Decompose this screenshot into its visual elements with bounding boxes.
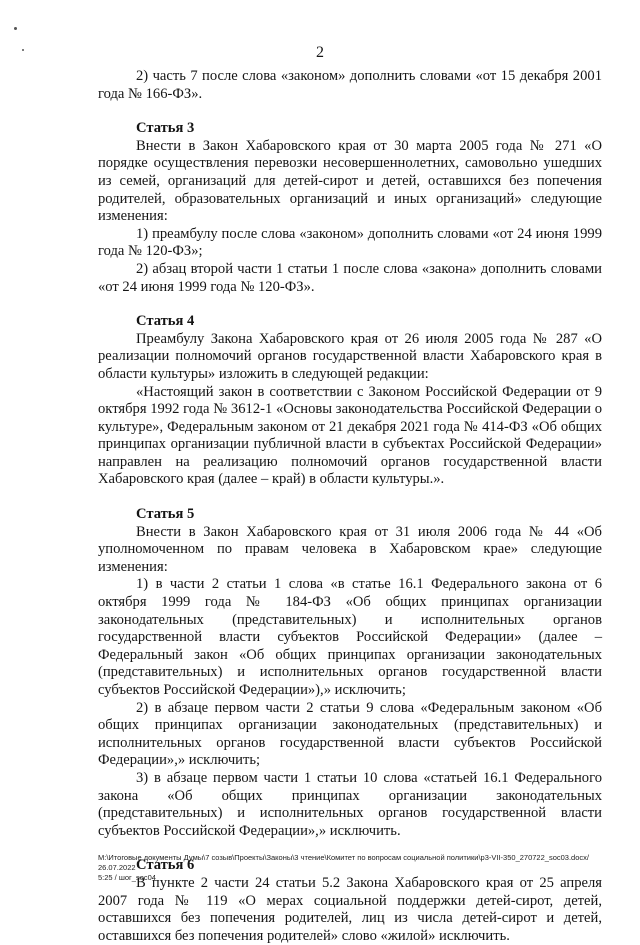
- article-title: Статья 3: [136, 120, 195, 137]
- article-paragraph: Внести в Закон Хабаровского края от 30 марта 2005 года № 271 «О порядке осуществления перевозки несовершеннолетних, самовольно ушедших из семей, организаций для детей-сирот и детей, оставшихся без попечения родителей, образовательных организаций и иных организаций» следующие изменения:: [98, 137, 602, 225]
- article-5: [98, 506, 602, 840]
- article-paragraph: «Настоящий закон в соответствии с Законом Российской Федерации от 9 октября 1992 года № 3612-1 «Основы законодательства Российской Федерации о культуре», Федеральным законом от 21 декабря 2021 года № 414-ФЗ «Об общих принципах организации публичной власти в субъектах Российской Федерации» направлен на реализацию полномочий органов государственной власти Хабаровского края (далее – край) в области культуры.».: [98, 383, 602, 488]
- footer-path-line: M:\Итоговые документы Думы\7 созыв\Проекты\Законы\3 чтение\Комитет по вопросам социальной политики\р3-VII-350_270722_soc03.docx/ 26.07.2022: [98, 853, 589, 872]
- article-title: Статья 4: [136, 313, 195, 330]
- article-title: Статья 5: [136, 506, 195, 523]
- article-paragraph: Преамбулу Закона Хабаровского края от 26 июля 2005 года № 287 «О реализации полномочий органов государственной власти Хабаровского края в области культуры» изложить в следующей редакции:: [98, 330, 602, 382]
- file-path-footer: [98, 853, 618, 883]
- page-number: 2: [316, 44, 324, 61]
- article-paragraph: 1) в части 2 статьи 1 слова «в статье 16.1 Федерального закона от 6 октября 1999 года № 184-ФЗ «Об общих принципах организации законодательных (представительных) и исполнительных органов государственной власти субъектов Российской Федерации» (далее – Федеральный закон «Об общих принципах организации законодательных (представительных) и исполнительных органов государственной власти субъектов Российской Федерации»),» исключить;: [98, 576, 602, 698]
- article-paragraph: 2) в абзаце первом части 2 статьи 9 слова «Федеральным законом «Об общих принципах организации законодательных (представительных) и исполнительных органов государственной власти субъектов Российской Федерации»,» исключить;: [98, 699, 602, 769]
- document-body: [98, 68, 602, 945]
- scan-dot-mark: [14, 27, 17, 30]
- article-4: [98, 313, 602, 489]
- article-title: Статья 6: [136, 857, 195, 874]
- intro-paragraph: 2) часть 7 после слова «законом» дополнить словами «от 15 декабря 2001 года № 166-ФЗ».: [98, 68, 602, 102]
- article-3: [98, 120, 602, 296]
- article-paragraph: В пункте 2 части 24 статьи 5.2 Закона Хабаровского края от 25 апреля 2007 года № 119 «О мерах социальной поддержки детей-сирот, детей, оставшихся без попечения родителей, лиц из числа детей-сирот и детей, оставшихся без попечения родителей» слово «жилой» исключить.: [98, 874, 602, 944]
- article-paragraph: 1) преамбулу после слова «законом» дополнить словами «от 24 июня 1999 года № 120-ФЗ»;: [98, 225, 602, 260]
- article-paragraph: 2) абзац второй части 1 статьи 1 после слова «закона» дополнить словами «от 24 июня 1999 года № 120-ФЗ».: [98, 260, 602, 295]
- footer-time-line: 5:25 / шог_soc04: [98, 873, 156, 882]
- article-paragraph: 3) в абзаце первом части 1 статьи 10 слова «статьей 16.1 Федерального закона «Об общих принципах организации законодательных (представительных) и исполнительных органов государственной власти субъектов Российской Федерации»,» исключить.: [98, 769, 602, 839]
- article-paragraph: Внести в Закон Хабаровского края от 31 июля 2006 года № 44 «Об уполномоченном по правам человека в Хабаровском крае» следующие изменения:: [98, 523, 602, 575]
